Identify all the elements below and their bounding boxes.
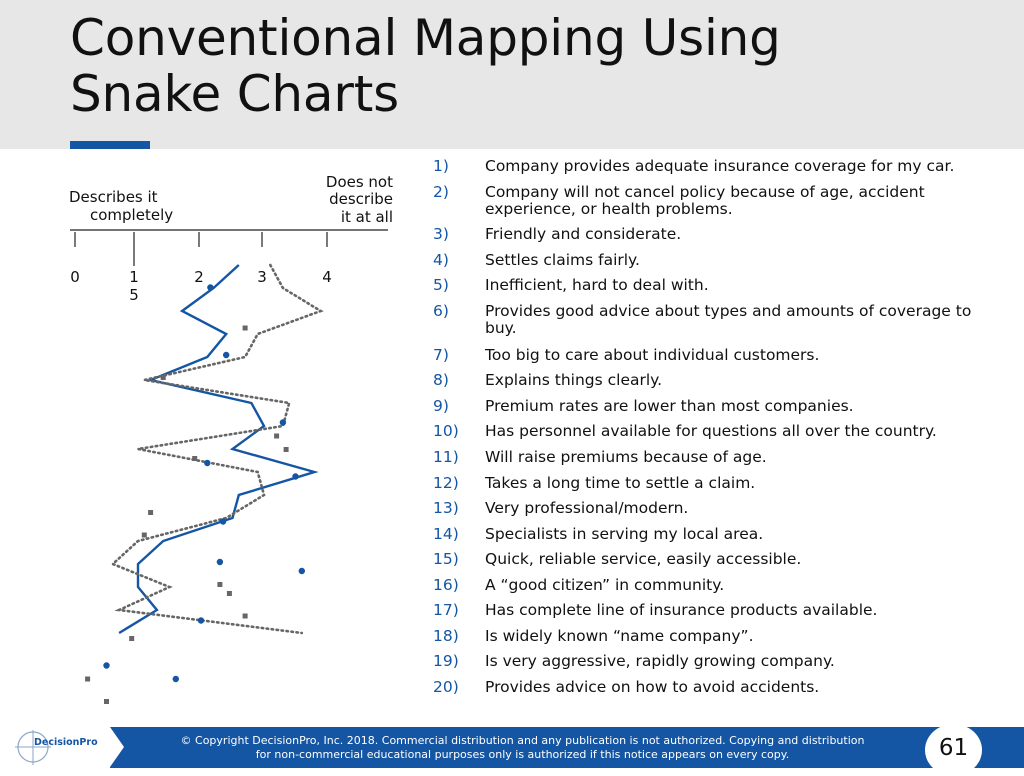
scale-tick-label-3: 3 bbox=[257, 268, 267, 286]
scale-right-label-line1: Does not bbox=[325, 173, 393, 191]
statement-number: 11) bbox=[433, 448, 459, 466]
series-2-point bbox=[192, 456, 197, 461]
statement-number: 6) bbox=[433, 302, 449, 320]
statement-text: Settles claims fairly. bbox=[485, 251, 640, 269]
series-2-point bbox=[284, 447, 289, 452]
statement-number: 17) bbox=[433, 601, 459, 619]
scale-tick-label-5: 5 bbox=[129, 286, 139, 304]
statement-number: 7) bbox=[433, 346, 449, 364]
series-2-point bbox=[142, 533, 147, 538]
statement-text: Friendly and considerate. bbox=[485, 225, 682, 243]
statement-text: Will raise premiums because of age. bbox=[485, 448, 767, 466]
statement-text: Very professional/modern. bbox=[485, 499, 689, 517]
statement-text: Explains things clearly. bbox=[485, 371, 663, 389]
statement-text: Too big to care about individual customers. bbox=[485, 346, 820, 364]
statement-text: A “good citizen” in community. bbox=[485, 576, 725, 594]
statement-number: 10) bbox=[433, 422, 459, 440]
chart-marks bbox=[85, 265, 321, 704]
scale-right-label-line3: it at all bbox=[340, 208, 393, 226]
series-2-point bbox=[161, 375, 166, 380]
copyright-notice bbox=[150, 734, 895, 762]
statement-text: Quick, reliable service, easily accessible. bbox=[485, 550, 802, 568]
statement-text: Takes a long time to settle a claim. bbox=[485, 474, 756, 492]
series-2-point bbox=[274, 434, 279, 439]
scale-tick-label-1: 1 bbox=[129, 268, 139, 286]
statement-number: 19) bbox=[433, 652, 459, 670]
statement-number: 8) bbox=[433, 371, 449, 389]
statement-text: Specialists in serving my local area. bbox=[485, 525, 764, 543]
series-1-point bbox=[299, 568, 305, 574]
scale-left-label-line2: completely bbox=[90, 206, 174, 224]
decisionpro-logo bbox=[12, 728, 104, 767]
statement-text: Inefficient, hard to deal with. bbox=[485, 276, 709, 294]
series-1-point bbox=[198, 617, 204, 623]
scale-tick-label-4: 4 bbox=[322, 268, 332, 286]
series-2-point bbox=[104, 699, 109, 704]
statement-number: 18) bbox=[433, 627, 459, 645]
statement-number: 13) bbox=[433, 499, 459, 517]
statement-number: 12) bbox=[433, 474, 459, 492]
statement-text: Provides good advice about types and amounts of coverage to buy. bbox=[485, 302, 972, 337]
statement-text: Company will not cancel policy because of age, accident experience, or health problems. bbox=[485, 183, 925, 218]
logo-text: DecisionPro bbox=[34, 737, 98, 748]
series-1-point bbox=[292, 473, 298, 479]
scale-right-label-line2: describe bbox=[329, 190, 393, 208]
series-1-point bbox=[280, 419, 286, 425]
series-2-point bbox=[129, 636, 134, 641]
series-2-point bbox=[227, 591, 232, 596]
series-2-point bbox=[243, 326, 248, 331]
statement-text: Has personnel available for questions all over the country. bbox=[485, 422, 937, 440]
series-2-point bbox=[217, 582, 222, 587]
statement-number: 20) bbox=[433, 678, 459, 696]
chart-scale bbox=[69, 173, 393, 304]
statement-text: Is widely known “name company”. bbox=[485, 627, 754, 645]
series-1-point bbox=[173, 676, 179, 682]
series-2-point bbox=[148, 510, 153, 515]
scale-tick-label-0: 0 bbox=[70, 268, 80, 286]
statement-number: 2) bbox=[433, 183, 449, 201]
statement-text: Provides advice on how to avoid accidents. bbox=[485, 678, 820, 696]
statement-text: Premium rates are lower than most companies. bbox=[485, 397, 854, 415]
statement-number: 16) bbox=[433, 576, 459, 594]
statement-number: 4) bbox=[433, 251, 449, 269]
series-1-point bbox=[223, 352, 229, 358]
slide-title: Conventional Mapping Using Snake Charts bbox=[70, 9, 781, 123]
statement-number: 15) bbox=[433, 550, 459, 568]
series-2-point bbox=[85, 677, 90, 682]
statement-text: Company provides adequate insurance coverage for my car. bbox=[485, 157, 955, 175]
statement-text: Has complete line of insurance products available. bbox=[485, 601, 878, 619]
snake-chart bbox=[0, 150, 420, 710]
statement-number: 14) bbox=[433, 525, 459, 543]
statement-number: 5) bbox=[433, 276, 449, 294]
page-number: 61 bbox=[938, 735, 969, 761]
series-2-point bbox=[243, 614, 248, 619]
statement-text: Is very aggressive, rapidly growing company. bbox=[485, 652, 835, 670]
series-line-2 bbox=[113, 265, 321, 633]
series-1-point bbox=[220, 518, 226, 524]
scale-tick-label-2: 2 bbox=[194, 268, 204, 286]
copyright-line-1: © Copyright DecisionPro, Inc. 2018. Commercial distribution and any publication is not authorized. Copying and distribution bbox=[180, 734, 865, 747]
series-1-point bbox=[103, 662, 109, 668]
scale-left-label-line1: Describes it bbox=[69, 188, 158, 206]
statement-number: 3) bbox=[433, 225, 449, 243]
logo-arrow-shape bbox=[110, 727, 124, 767]
series-1-point bbox=[207, 284, 213, 290]
series-1-point bbox=[204, 460, 210, 466]
statement-number: 9) bbox=[433, 397, 449, 415]
title-accent-bar bbox=[70, 141, 150, 149]
statement-number: 1) bbox=[433, 157, 449, 175]
series-1-point bbox=[217, 559, 223, 565]
copyright-line-2: for non-commercial educational purposes only is authorized if this notice appears on every copy. bbox=[255, 748, 790, 761]
